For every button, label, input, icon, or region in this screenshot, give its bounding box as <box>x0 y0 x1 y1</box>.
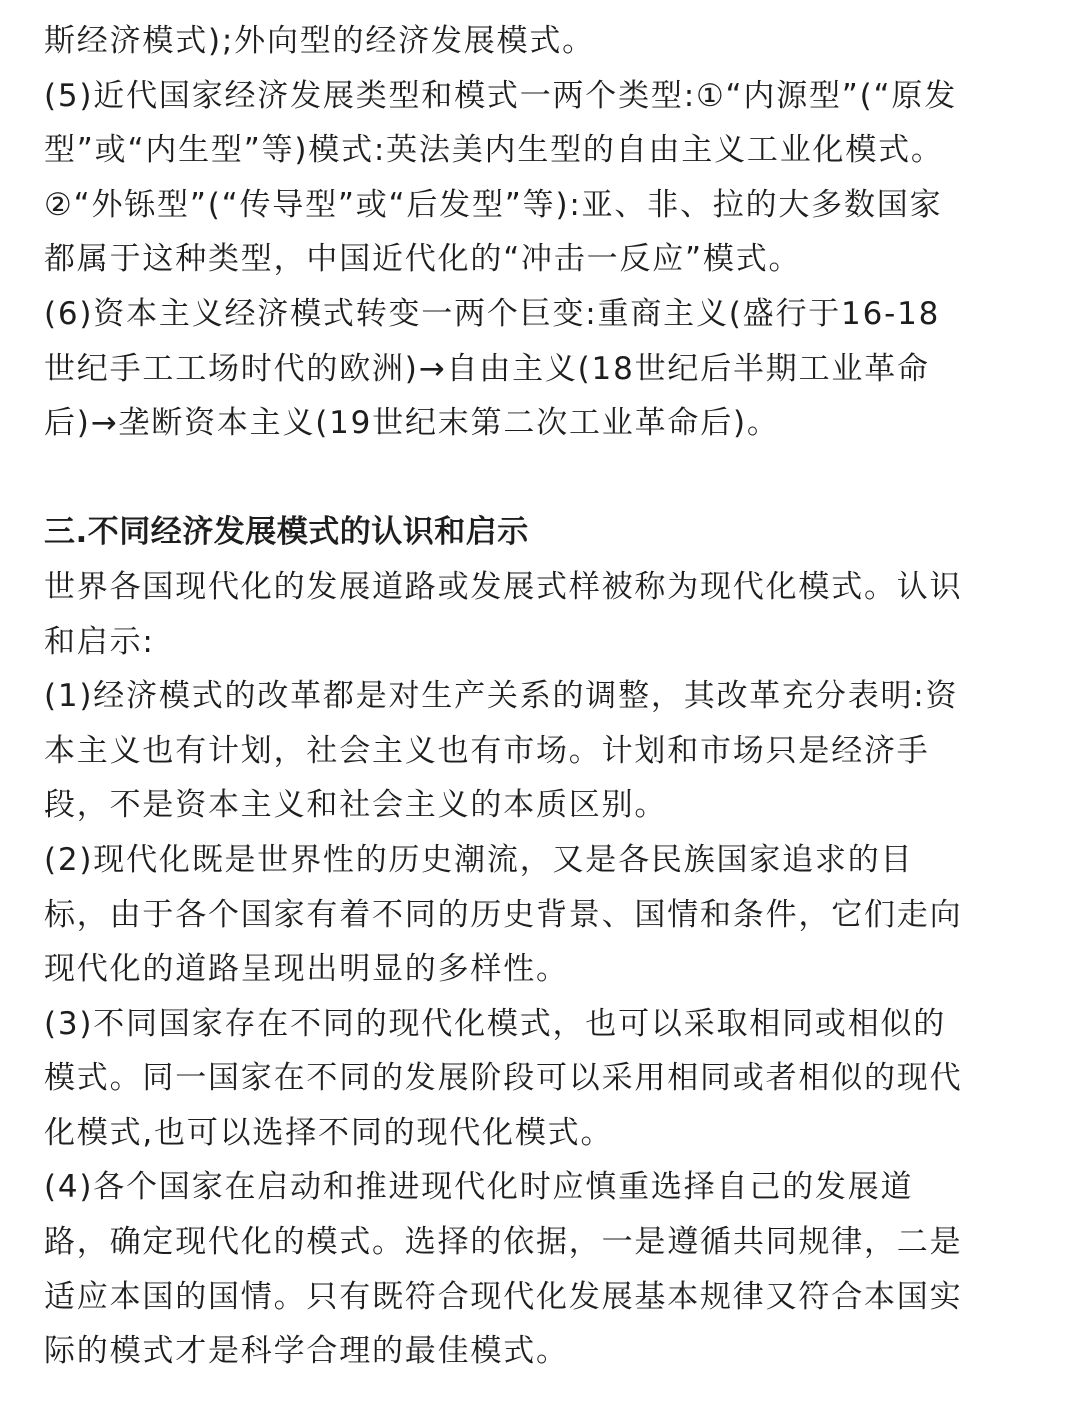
text-line: 和启示: <box>44 623 155 660</box>
text-line: 都属于这种类型，中国近代化的“冲击一反应”模式。 <box>44 241 802 278</box>
previous-section-text <box>44 14 1044 451</box>
text-line: 后)→垄断资本主义(19世纪末第二次工业革命后)。 <box>44 405 780 442</box>
text-line: 标，由于各个国家有着不同的历史背景、国情和条件，它们走向 <box>44 896 963 933</box>
text-line: (6)资本主义经济模式转变一两个巨变:重商主义(盛行于16-18 <box>44 295 941 332</box>
text-line: 世界各国现代化的发展道路或发展式样被称为现代化模式。认识 <box>44 568 963 605</box>
text-line: 现代化的道路呈现出明显的多样性。 <box>44 951 569 988</box>
text-line: 世纪手工工场时代的欧洲)→自由主义(18世纪后半期工业革命 <box>44 350 930 387</box>
text-line: 适应本国的国情。只有既符合现代化发展基本规律又符合本国实 <box>44 1278 963 1315</box>
text-line: (5)近代国家经济发展类型和模式一两个类型:①“内源型”(“原发 <box>44 77 958 114</box>
text-line: (1)经济模式的改革都是对生产关系的调整，其改革充分表明:资 <box>44 678 959 715</box>
text-line: 型”或“内生型”等)模式:英法美内生型的自由主义工业化模式。 <box>44 132 944 169</box>
section-3 <box>44 505 1044 1379</box>
text-line: (3)不同国家存在不同的现代化模式，也可以采取相同或相似的 <box>44 1005 947 1042</box>
text-line: 本主义也有计划，社会主义也有市场。计划和市场只是经济手 <box>44 732 930 769</box>
text-line: 化模式,也可以选择不同的现代化模式。 <box>44 1114 614 1151</box>
text-line: 模式。同一国家在不同的发展阶段可以采用相同或者相似的现代 <box>44 1060 963 1097</box>
section-gap <box>44 451 1044 506</box>
text-line: 段，不是资本主义和社会主义的本质区别。 <box>44 787 668 824</box>
document-body <box>44 14 1044 1379</box>
text-line: 路，确定现代化的模式。选择的依据，一是遵循共同规律，二是 <box>44 1224 963 1261</box>
section-heading: 三.不同经济发展模式的认识和启示 <box>44 514 529 551</box>
text-line: (2)现代化既是世界性的历史潮流，又是各民族国家追求的目 <box>44 841 914 878</box>
text-line: ②“外铄型”(“传导型”或“后发型”等):亚、非、拉的大多数国家 <box>44 186 943 223</box>
text-line: 斯经济模式);外向型的经济发展模式。 <box>44 23 595 59</box>
text-line: (4)各个国家在启动和推进现代化时应慎重选择自己的发展道 <box>44 1169 914 1206</box>
text-line: 际的模式才是科学合理的最佳模式。 <box>44 1333 569 1370</box>
